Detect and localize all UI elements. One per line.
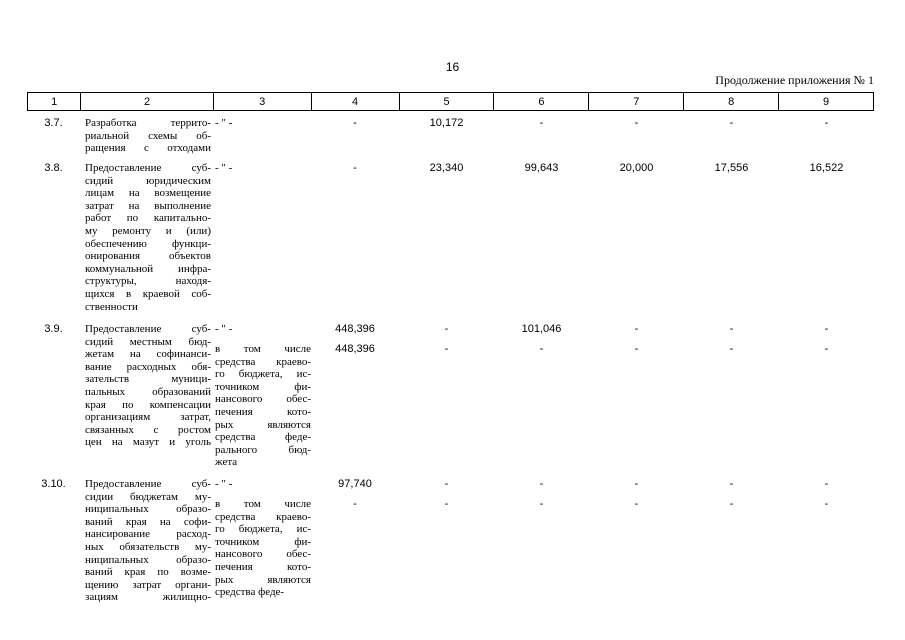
header-cell: 2 <box>81 93 213 111</box>
value-cell: - <box>444 478 449 490</box>
description-line: ниципальных образо- <box>85 553 211 566</box>
sub-source-line: в том числе <box>215 343 311 355</box>
sub-source-line: средства краево- <box>215 510 311 523</box>
row-number: 3.8. <box>44 162 63 174</box>
description-line: пальных образований <box>85 385 211 398</box>
description-line: Предоставление суб- <box>85 323 211 335</box>
value-cell: - <box>729 343 734 355</box>
description-line: онирования объектов <box>85 250 211 263</box>
description-line: жетам на софинанси- <box>85 348 211 361</box>
sub-source-line: в том числе <box>215 498 311 510</box>
header-cell: 3 <box>213 93 311 111</box>
description-line: ращения с отходами <box>85 142 211 155</box>
description-line: обеспечению функци- <box>85 237 211 250</box>
value-cell: - <box>634 117 639 129</box>
value-cell: - <box>353 162 357 174</box>
value-cell: - <box>539 117 544 129</box>
header-cell: 1 <box>28 93 81 111</box>
sub-source-line: печения кото- <box>215 560 311 573</box>
value-cell: - <box>444 323 449 335</box>
header-cell: 5 <box>399 93 494 111</box>
sub-source-line: средства феде- <box>215 431 311 444</box>
header-cell: 6 <box>494 93 589 111</box>
row-sub-source <box>215 498 311 599</box>
sub-source-line: го бюджета, ис- <box>215 523 311 536</box>
row-number: 3.9. <box>44 323 63 335</box>
sub-source-line: средства феде- <box>215 586 285 599</box>
row-description <box>85 478 235 604</box>
value-cell: 99,643 <box>524 162 559 174</box>
row-source: - " - <box>215 162 233 174</box>
sub-source-line: рального бюд- <box>215 443 311 456</box>
row-number: 3.10. <box>41 478 66 490</box>
row-description <box>85 162 235 313</box>
description-line: вание расходных обя- <box>85 360 211 373</box>
sub-source-line: точником фи- <box>215 535 311 548</box>
value-cell: - <box>539 343 544 355</box>
header-cell: 4 <box>311 93 399 111</box>
value-cell: 448,396 <box>335 343 375 355</box>
row-source: - " - <box>215 323 233 335</box>
description-line: сидий юридическим <box>85 174 211 187</box>
description-line: сидий местным бюд- <box>85 335 211 348</box>
sub-source-line: жета <box>215 456 238 469</box>
description-line: организациям затрат, <box>85 411 211 424</box>
description-line: ваний края по возме- <box>85 566 211 579</box>
description-line: работ по капитально- <box>85 212 211 225</box>
value-cell: - <box>729 478 734 490</box>
value-cell: 101,046 <box>521 323 562 335</box>
value-cell: - <box>539 498 544 510</box>
description-line: лицам на возмещение <box>85 187 211 200</box>
description-line: нансирование расход- <box>85 528 211 541</box>
header-cell: 7 <box>589 93 684 111</box>
header-cell: 9 <box>779 93 874 111</box>
sub-source-line: рых являются <box>215 573 311 586</box>
value-cell: - <box>824 323 829 335</box>
value-cell: - <box>729 323 734 335</box>
row-source: - " - <box>215 478 233 490</box>
description-line: ваний края на софи- <box>85 515 211 528</box>
row-source: - " - <box>215 117 233 129</box>
value-cell: - <box>634 343 639 355</box>
description-line: связанных с ростом <box>85 423 211 436</box>
sub-source-line: точником фи- <box>215 380 311 393</box>
sub-source-line: го бюджета, ис- <box>215 368 311 381</box>
value-cell: 97,740 <box>338 478 372 490</box>
row-number: 3.7. <box>44 117 63 129</box>
description-line: затрат на выполнение <box>85 199 211 212</box>
table-header <box>27 92 874 111</box>
value-cell: - <box>539 478 544 490</box>
value-cell: 20,000 <box>619 162 654 174</box>
sub-source-line: рых являются <box>215 418 311 431</box>
sub-source-line: средства краево- <box>215 355 311 368</box>
description-line: края по компенсации <box>85 398 211 411</box>
header-cell: 8 <box>684 93 779 111</box>
value-cell: 17,556 <box>714 162 749 174</box>
value-cell: - <box>824 498 829 510</box>
description-line: ных обязательств му- <box>85 540 211 553</box>
description-line: риальной схемы об- <box>85 129 211 142</box>
row-description <box>85 117 235 155</box>
value-cell: 448,396 <box>335 323 375 335</box>
value-cell: - <box>824 343 829 355</box>
description-line: зательств муници- <box>85 373 211 386</box>
value-cell: - <box>729 117 734 129</box>
value-cell: 10,172 <box>429 117 464 129</box>
sub-source-line: нансового обес- <box>215 393 311 406</box>
description-line: сидии бюджетам му- <box>85 490 211 503</box>
value-cell: - <box>634 498 639 510</box>
value-cell: - <box>353 498 357 510</box>
sub-source-line: нансового обес- <box>215 548 311 561</box>
value-cell: 16,522 <box>809 162 844 174</box>
description-line: ственности <box>85 300 138 313</box>
sub-source-line: печения кото- <box>215 405 311 418</box>
value-cell: - <box>824 478 829 490</box>
description-line: щихся в краевой соб- <box>85 287 211 300</box>
value-cell: - <box>634 478 639 490</box>
value-cell: - <box>444 498 449 510</box>
value-cell: - <box>824 117 829 129</box>
description-line: коммунальной инфра- <box>85 262 211 275</box>
value-cell: - <box>353 117 357 129</box>
description-line: ниципальных образо- <box>85 503 211 516</box>
value-cell: - <box>634 323 639 335</box>
description-line: зациям жилищно- <box>85 591 211 604</box>
page-number: 16 <box>445 60 460 74</box>
value-cell: - <box>444 343 449 355</box>
description-line: Предоставление суб- <box>85 162 211 174</box>
row-description <box>85 323 235 449</box>
description-line: Разработка террито- <box>85 117 211 129</box>
value-cell: 23,340 <box>429 162 464 174</box>
description-line: му ремонту и (или) <box>85 224 211 237</box>
description-line: структуры, находя- <box>85 275 211 288</box>
continuation-label: Продолжение приложения № 1 <box>715 73 874 87</box>
row-sub-source <box>215 343 311 469</box>
value-cell: - <box>729 498 734 510</box>
description-line: цен на мазут и уголь <box>85 436 211 449</box>
description-line: Предоставление суб- <box>85 478 211 490</box>
description-line: щению затрат органи- <box>85 578 211 591</box>
